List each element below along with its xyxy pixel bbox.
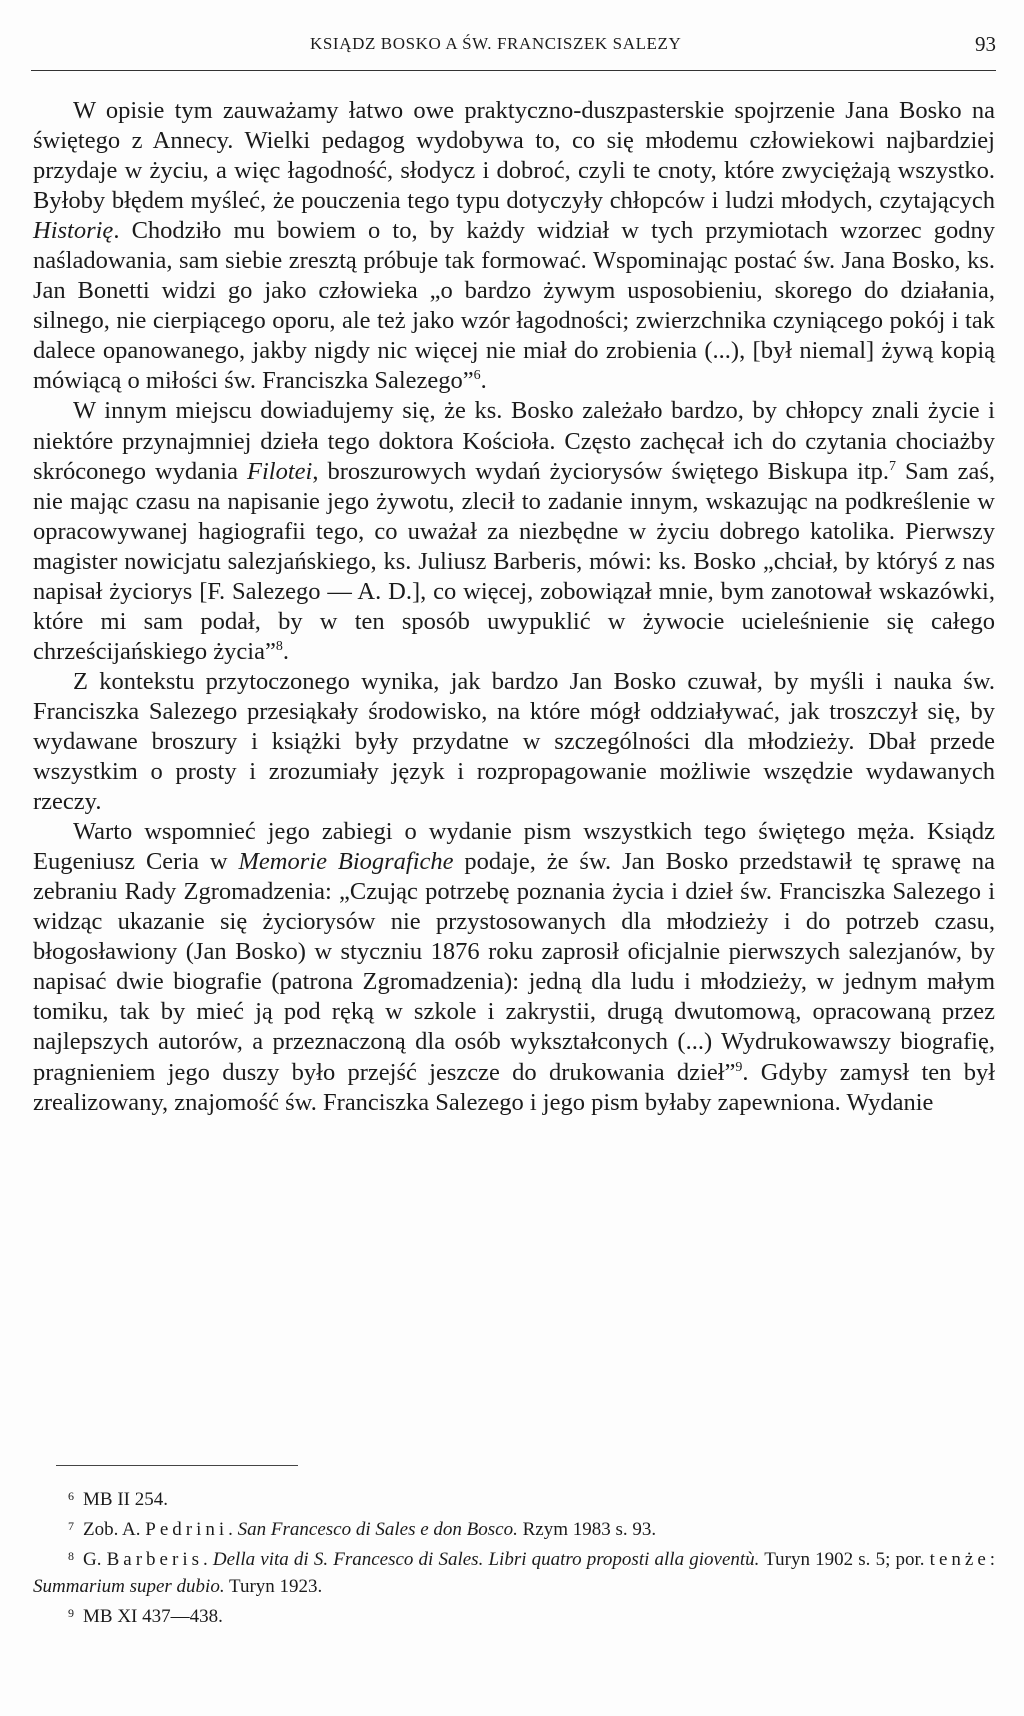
footnote-number: 9 (68, 1606, 74, 1620)
italic-title: Memorie Biografiche (238, 848, 454, 876)
running-head: KSIĄDZ BOSKO A ŚW. FRANCISZEK SALEZY (310, 34, 682, 53)
footnote-ref: 9 (735, 1059, 743, 1075)
text-run: , broszurowych wydań życiorysów świętego Biskupa itp. (312, 457, 889, 485)
italic-title: San Francesco di Sales e don Bosco. (237, 1519, 518, 1540)
italic-title: Della vita di S. Francesco di Sales. Libri quatro proposti alla gioventù. (212, 1549, 760, 1570)
text-run: W innym miejscu dowiadujemy się, że ks. Bosko zależało bardzo, by chłopcy znali życie i niektóre przynajmniej dzieła tego doktora Kościoła. Często zachęcał ich do czytania chociażby skróconego wydania (33, 397, 995, 485)
text-run: Turyn 1923. (224, 1576, 323, 1597)
footnote-number: 7 (68, 1519, 74, 1533)
footnotes (33, 1483, 995, 1630)
paragraph (33, 396, 995, 666)
text-run: Sam zaś, nie mając czasu na napisanie jego żywotu, zlecił to zadanie innym, wskazując na podkreślenie w opracowywanej hagiografii tego, co uważał za niezbędne w życiu dobrego katolika. Pierwszy magister nowicjatu salezjańskiego, ks. Juliusz Barberis, mówi: ks. Bosko „chciał, by któryś z nas napisał życiorys [F. Salezego — A. D.], co więcej, zobowiązał mnie, bym zanotował wskazówki, które mi sam podał, by w ten sposób uwypuklić w żywocie ucieleśnienie się całego chrześcijańskiego życia” (33, 457, 995, 665)
footnote-ref: 7 (888, 458, 896, 474)
page-header (0, 34, 1024, 62)
header-rule (31, 70, 996, 71)
text-run: . (282, 637, 289, 665)
footnote (33, 1543, 995, 1600)
paragraph (33, 667, 995, 817)
footnote-number: 8 (68, 1549, 74, 1563)
text-run: . (228, 1519, 238, 1540)
text-run: Warto wspomnieć jego zabiegi o wydanie pism wszystkich tego świętego męża. Ksiądz Eugeniusz Ceria w (33, 818, 995, 876)
text-run: Zob. A. (83, 1519, 146, 1540)
text-run: . Gdyby zamysł ten był zrealizowany, znajomość św. Franciszka Salezego i jego pism byłaby zapewniona. Wydanie (33, 1058, 995, 1116)
paragraph (33, 96, 995, 396)
footnote (33, 1600, 995, 1630)
text-run: Rzym 1983 s. 93. (517, 1519, 657, 1540)
italic-title: Summarium super dubio. (33, 1576, 225, 1597)
text-run: . (203, 1549, 213, 1570)
footnote-ref: 6 (473, 368, 481, 384)
spaced-name: tenże (929, 1549, 990, 1570)
italic-title: Historię (33, 217, 114, 245)
text-run: : (989, 1549, 996, 1570)
text-run: W opisie tym zauważamy łatwo owe praktyczno-duszpasterskie spojrzenie Jana Bosko na świętego z Annecy. Wielki pedagog wydobywa to, co się młodemu człowiekowi najbardziej przydaje w życiu, a więc łagodność, słodycz i dobroć, czyli te cnoty, które zwyciężają wszystko. Byłoby błędem myśleć, że pouczenia tego typu dotyczyły chłopców i ludzi młodych, czytających (33, 97, 995, 215)
page-number: 93 (975, 32, 996, 56)
body-text (33, 96, 995, 1118)
footnote (33, 1483, 995, 1513)
footnote-ref: 8 (275, 638, 283, 654)
text-run: Z kontekstu przytoczonego wynika, jak bardzo Jan Bosko czuwał, by myśli i nauka św. Franciszka Salezego przesiąkały środowisko, na które mógł oddziaływać, jak troszczył się, by wydawane broszury i książki były przydatne w szczególności dla młodzieży. Dbał przede wszystkim o prosty i zrozumiały język i rozpropagowanie możliwie wszędzie wydawanych rzeczy. (33, 667, 995, 816)
footnote-number: 6 (68, 1489, 74, 1503)
footnote-rule (56, 1465, 298, 1466)
text-run: MB XI 437—438. (83, 1606, 223, 1627)
spaced-name: Pedrini (145, 1519, 229, 1540)
spaced-name: Barberis (106, 1549, 203, 1570)
italic-title: Filotei (246, 457, 313, 485)
paragraph (33, 817, 995, 1117)
text-run: G. (83, 1549, 107, 1570)
text-run: . Chodziło mu bowiem o to, by każdy widział w tych przymiotach wzorzec godny naśladowania, sam siebie zresztą próbuje tak formować. Wspominając postać św. Jana Bosko, ks. Jan Bonetti widzi go jako człowieka „o bardzo żywym usposobieniu, skorego do działania, silnego, nie cierpiącego oporu, ale też jako wzór łagodności; zwierzchnika czyniącego pokój i tak dalece opanowanego, jakby nigdy nic więcej nie miał do zrobienia (...), [był niemal] żywą kopią mówiącą o miłości św. Franciszka Salezego” (33, 217, 995, 395)
text-run: podaje, że św. Jan Bosko przedstawił tę sprawę na zebraniu Rady Zgromadzenia: „Czując potrzebę poznania życia i dzieł św. Franciszka Salezego i widząc ukazanie się życiorysów nie przystosowanych dla młodzieży i do potrzeb czasu, błogosławiony (Jan Bosko) w styczniu 1876 roku zaprosił oficjalnie pierwszych salezjanów, by napisać dwie biografie (patrona Zgromadzenia): jedną dla ludu i młodzieży, w jednym małym tomiku, tak by mieć ją pod ręką w szkole i zakrystii, drugą dwutomową, opracowaną przez najlepszych autorów, a przeznaczoną dla osób wykształconych (...) Wydrukowawszy biografię, pragnieniem jego duszy było przejść jeszcze do drukowania dzieł” (33, 848, 995, 1086)
text-run: . (480, 367, 487, 395)
text-run: Turyn 1902 s. 5; por. (759, 1549, 930, 1570)
text-run: MB II 254. (83, 1489, 168, 1510)
footnote (33, 1513, 995, 1543)
